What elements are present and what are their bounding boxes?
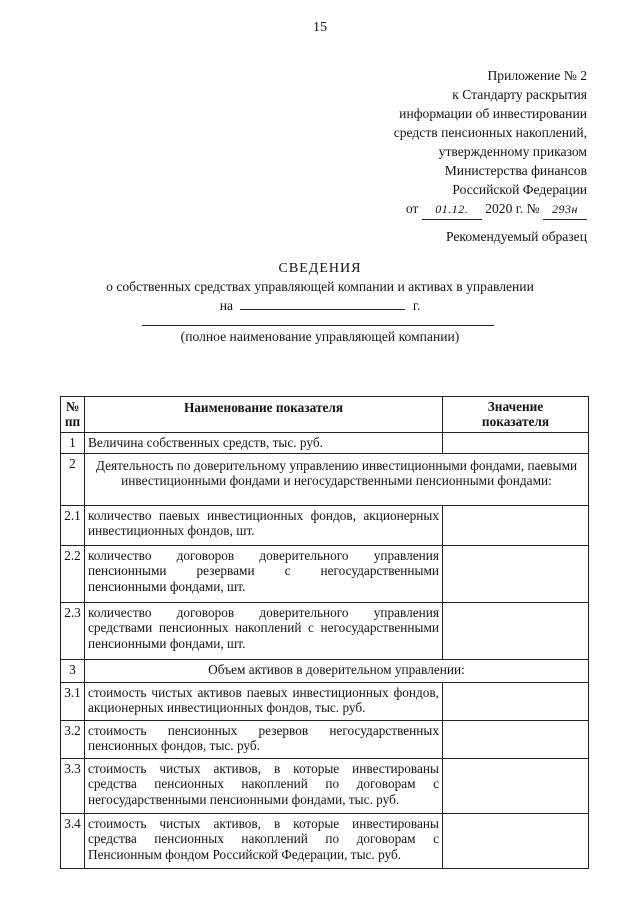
table-row <box>61 720 589 758</box>
row-value-cell[interactable] <box>443 602 589 659</box>
row-name: Величина собственных средств, тыс. руб. <box>85 432 443 453</box>
row-number: 3 <box>61 659 85 682</box>
appendix-line: утвержденному приказом <box>438 144 587 159</box>
table-row <box>61 602 589 659</box>
table-row <box>61 813 589 868</box>
section-heading: Объем активов в доверительном управлении: <box>85 659 589 682</box>
page-number: 15 <box>313 20 327 35</box>
row-number: 2.1 <box>61 505 85 545</box>
company-name-blank <box>142 325 494 326</box>
order-number: 293н <box>543 200 587 220</box>
report-date-blank <box>240 297 405 310</box>
appendix-line: к Стандарту раскрытия <box>452 87 587 102</box>
recommended-sample-label: Рекомендуемый образец <box>446 229 587 244</box>
row-value-cell[interactable] <box>443 720 589 758</box>
row-value-cell[interactable] <box>443 545 589 602</box>
row-value-cell[interactable] <box>443 813 589 868</box>
row-number: 2.3 <box>61 602 85 659</box>
header-number-line2: пп <box>64 414 81 430</box>
header-number-line1: № <box>65 399 80 414</box>
header-indicator-value <box>443 397 589 433</box>
row-number: 2 <box>61 453 85 505</box>
header-indicator-name: Наименование показателя <box>85 397 443 433</box>
row-name: количество договоров доверительного управления средствами пенсионных накоплений с негосударственными пенсионными фондами, шт. <box>85 602 443 659</box>
order-date: 01.12. <box>422 200 482 220</box>
appendix-line: Министерства финансов <box>444 163 587 178</box>
table-row <box>61 505 589 545</box>
row-number: 3.3 <box>61 758 85 813</box>
header-value-line2: показателя <box>481 414 550 430</box>
order-year: 2020 г. № <box>485 201 540 216</box>
company-name-caption: (полное наименование управляющей компании) <box>180 329 460 344</box>
document-subtitle: о собственных средствах управляющей компании и активах в управлении <box>106 279 534 294</box>
row-number: 1 <box>61 432 85 453</box>
row-name: количество договоров доверительного управления пенсионными резервами с негосударственными пенсионными фондами, шт. <box>85 545 443 602</box>
date-prefix: от <box>405 201 419 216</box>
table-section-row <box>61 453 589 505</box>
appendix-line: Российской Федерации <box>452 182 587 197</box>
table-row <box>61 682 589 720</box>
table-row <box>61 758 589 813</box>
row-value-cell[interactable] <box>443 505 589 545</box>
row-number: 3.1 <box>61 682 85 720</box>
report-date-suffix: г. <box>412 298 421 313</box>
row-value-cell[interactable] <box>443 758 589 813</box>
row-name: стоимость чистых активов, в которые инвестированы средства пенсионных накоплений по договорам с Пенсионным фондом Российской Федерации, тыс. руб. <box>85 813 443 868</box>
table-row <box>61 545 589 602</box>
row-value-cell[interactable] <box>443 682 589 720</box>
header-value-line1: Значение <box>487 399 544 414</box>
appendix-line: Приложение № 2 <box>487 68 587 83</box>
header-number <box>61 397 85 433</box>
table-row <box>61 432 589 453</box>
document-title: СВЕДЕНИЯ <box>278 261 362 276</box>
row-number: 3.4 <box>61 813 85 868</box>
row-name: стоимость чистых активов, в которые инвестированы средства пенсионных накоплений по договорам с негосударственными пенсионными фондами, тыс. руб. <box>85 758 443 813</box>
row-number: 3.2 <box>61 720 85 758</box>
row-name: стоимость пенсионных резервов негосударственных пенсионных фондов, тыс. руб. <box>85 720 443 758</box>
table-header-row <box>61 397 589 433</box>
report-date-line <box>0 297 640 314</box>
row-name: стоимость чистых активов паевых инвестиционных фондов, акционерных инвестиционных фондов, тыс. руб. <box>85 682 443 720</box>
section-heading: Деятельность по доверительному управлению инвестиционными фондами, паевыми инвестиционными фондами и негосударственными пенсионными фондами: <box>85 453 589 505</box>
appendix-date-line <box>287 199 587 220</box>
row-number: 2.2 <box>61 545 85 602</box>
appendix-line: информации об инвестировании <box>399 106 587 121</box>
row-value-cell[interactable] <box>443 432 589 453</box>
row-name: количество паевых инвестиционных фондов, акционерных инвестиционных фондов, шт. <box>85 505 443 545</box>
report-date-prefix: на <box>219 298 234 313</box>
table-section-row <box>61 659 589 682</box>
indicators-table <box>60 396 589 869</box>
appendix-line: средств пенсионных накоплений, <box>393 125 587 140</box>
appendix-block <box>287 66 587 220</box>
